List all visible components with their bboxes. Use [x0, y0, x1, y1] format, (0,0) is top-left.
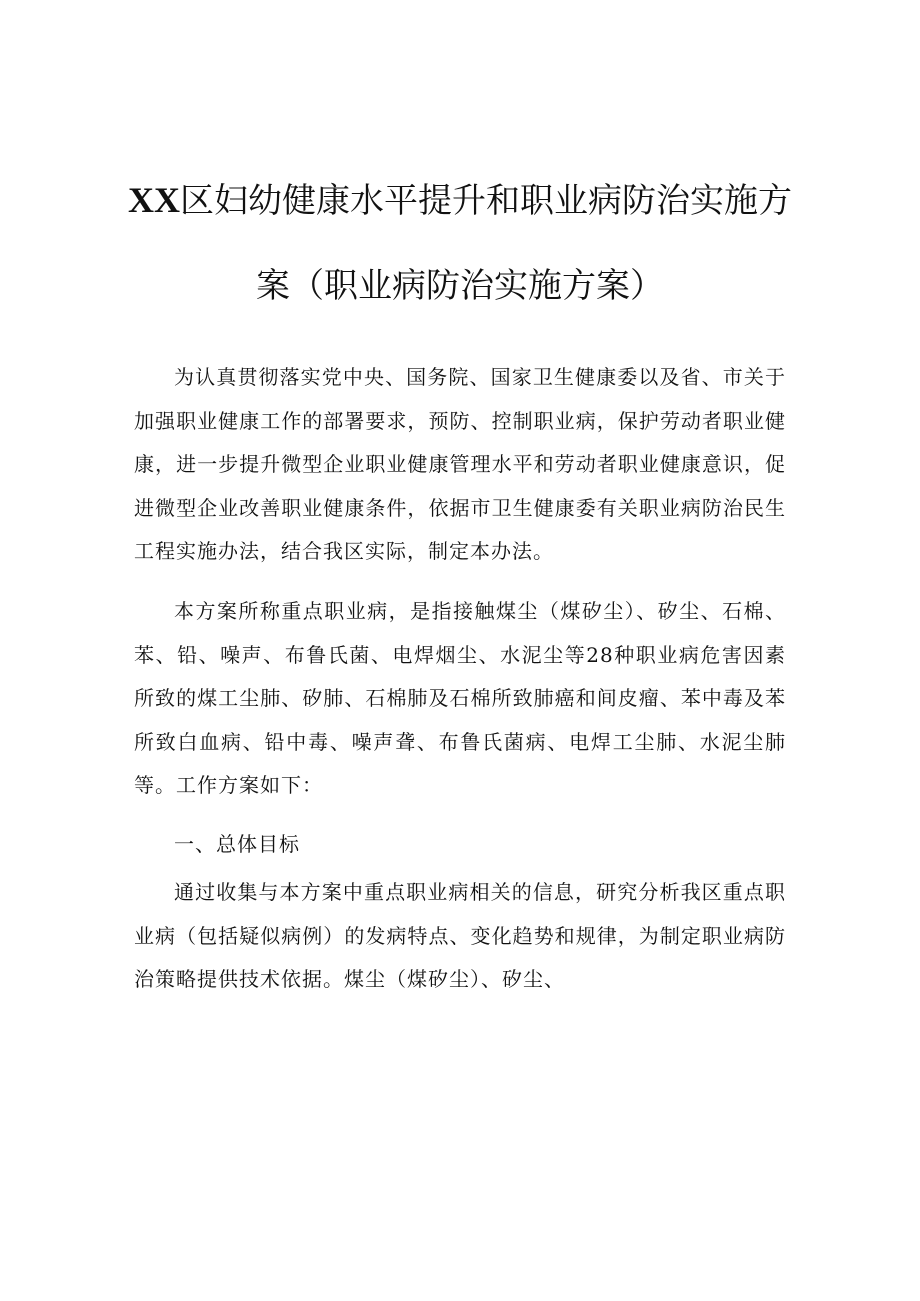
body-paragraph-2: 本方案所称重点职业病，是指接触煤尘（煤矽尘）、矽尘、石棉、苯、铅、噪声、布鲁氏菌、电焊烟尘、水泥尘等28种职业病危害因素所致的煤工尘肺、矽肺、石棉肺及石棉所致肺癌和间皮瘤、苯中毒及苯所致白血病、铅中毒、噪声聋、布鲁氏菌病、电焊工尘肺、水泥尘肺等。工作方案如下：: [134, 599, 786, 797]
title-line-1-text: 区妇幼健康水平提升和职业病防治实施方: [180, 181, 792, 221]
body-paragraph-3: 通过收集与本方案中重点职业病相关的信息，研究分析我区重点职业病（包括疑似病例）的发病特点、变化趋势和规律，为制定职业病防治策略提供技术依据。煤尘（煤矽尘）、矽尘、: [134, 880, 786, 991]
title-prefix: XX: [128, 180, 180, 220]
section-heading: 一、总体目标: [174, 832, 300, 856]
document-title-line-2: 案（职业病防治实施方案）: [256, 266, 664, 306]
body-paragraph-1: 为认真贯彻落实党中央、国务院、国家卫生健康委以及省、市关于加强职业健康工作的部署要求，预防、控制职业病，保护劳动者职业健康，进一步提升微型企业职业健康管理水平和劳动者职业健康意识，促进微型企业改善职业健康条件，依据市卫生健康委有关职业病防治民生工程实施办法，结合我区实际，制定本办法。: [134, 365, 786, 563]
document-title-line-1: [0, 180, 920, 221]
